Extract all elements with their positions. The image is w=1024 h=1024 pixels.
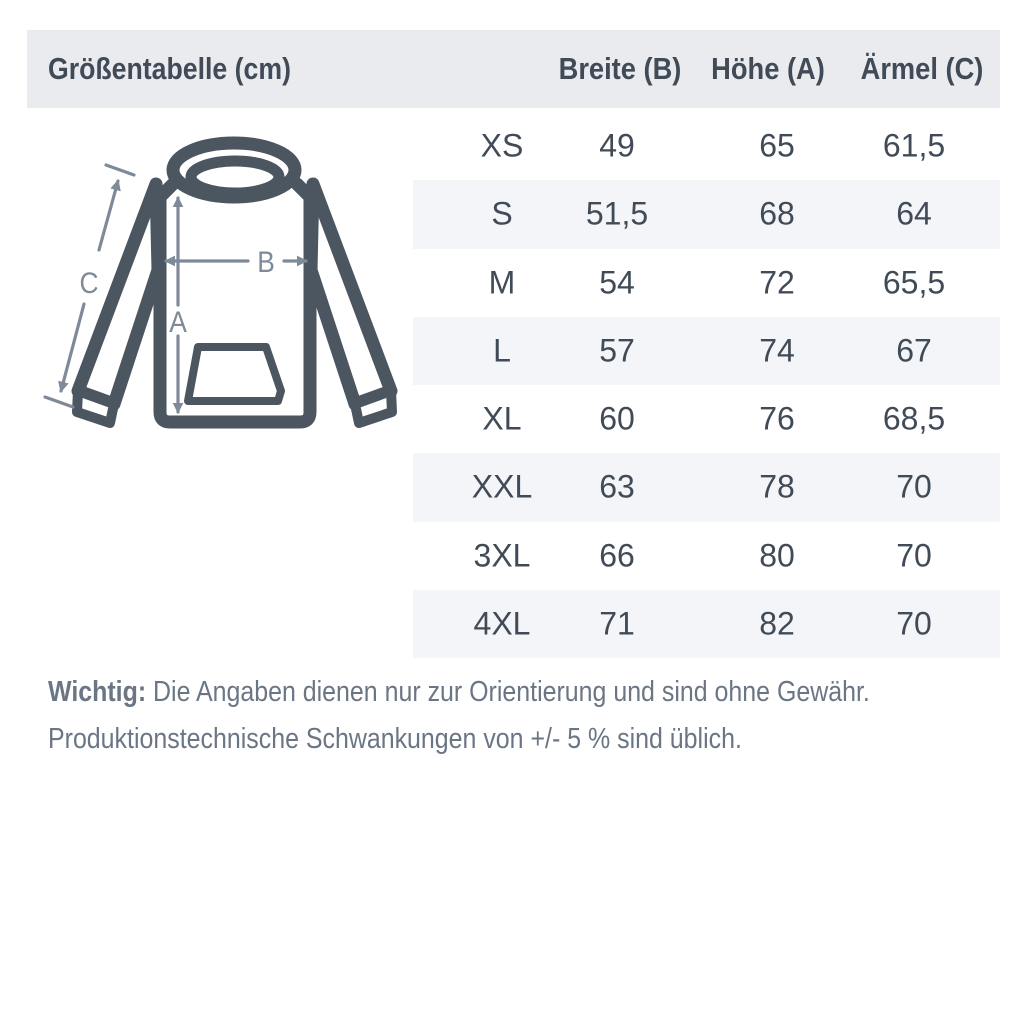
- aermel-value: 70: [896, 468, 932, 505]
- aermel-value: 70: [896, 537, 932, 574]
- column-header-hoehe: Höhe (A): [711, 51, 825, 86]
- hoodie-body: [77, 143, 392, 423]
- aermel-value: 68,5: [882, 400, 946, 437]
- breite-value: 63: [599, 468, 635, 505]
- aermel-value: 70: [896, 605, 932, 642]
- column-header-aermel: Ärmel (C): [860, 51, 984, 86]
- hoehe-value: 68: [759, 195, 795, 232]
- column-header-breite: Breite (B): [558, 51, 682, 86]
- header-bar: [27, 30, 1000, 108]
- breite-value: 57: [599, 332, 635, 369]
- table-row: [413, 453, 1000, 521]
- table-row: [413, 180, 1000, 248]
- note-important-label: Wichtig:: [48, 676, 147, 708]
- size-label: XL: [482, 400, 522, 437]
- size-label: S: [491, 195, 513, 232]
- hoehe-value: 65: [759, 127, 795, 164]
- label-c: C: [79, 265, 99, 300]
- page-title-text: Größentabelle (cm): [48, 51, 291, 86]
- note-line-2: [48, 716, 1008, 763]
- note-text-2: Produktionstechnische Schwankungen von +/- 5 % sind üblich.: [48, 723, 742, 755]
- table-row: [413, 385, 1000, 453]
- hoodie-diagram: [30, 120, 410, 450]
- hoodie-svg: [30, 120, 410, 450]
- hoehe-value: 76: [759, 400, 795, 437]
- table-row: [413, 317, 1000, 385]
- table-row: [413, 112, 1000, 180]
- aermel-value: 65,5: [882, 264, 946, 301]
- table-row: [413, 590, 1000, 658]
- table-row: [413, 522, 1000, 590]
- tick-c-bottom: [45, 397, 73, 407]
- hoehe-value: 78: [759, 468, 795, 505]
- size-label: XS: [480, 127, 524, 164]
- size-label: 4XL: [473, 605, 531, 642]
- label-b: B: [257, 244, 275, 279]
- breite-value: 49: [599, 127, 635, 164]
- breite-value: 66: [599, 537, 635, 574]
- size-label: XXL: [471, 468, 533, 505]
- pocket: [188, 347, 281, 401]
- page-title: [48, 51, 331, 87]
- aermel-value: 67: [896, 332, 932, 369]
- hoehe-value: 74: [759, 332, 795, 369]
- hoehe-value: 72: [759, 264, 795, 301]
- aermel-value: 61,5: [882, 127, 946, 164]
- breite-value: 60: [599, 400, 635, 437]
- note-text-1: Die Angaben dienen nur zur Orientierung und sind ohne Gewähr.: [153, 676, 870, 708]
- breite-value: 71: [599, 605, 635, 642]
- tick-c-top: [106, 165, 134, 175]
- size-label: L: [493, 332, 511, 369]
- size-table: [413, 112, 1000, 658]
- arrow-c-top: [99, 181, 118, 250]
- table-row: [413, 249, 1000, 317]
- right-sleeve: [311, 184, 391, 404]
- note-line-1: [48, 669, 1008, 716]
- breite-value: 54: [599, 264, 635, 301]
- note: [48, 669, 1008, 763]
- label-a: A: [169, 304, 187, 339]
- aermel-value: 64: [896, 195, 932, 232]
- size-label: 3XL: [473, 537, 531, 574]
- breite-value: 51,5: [585, 195, 649, 232]
- hoehe-value: 82: [759, 605, 795, 642]
- size-label: M: [488, 264, 516, 301]
- hoehe-value: 80: [759, 537, 795, 574]
